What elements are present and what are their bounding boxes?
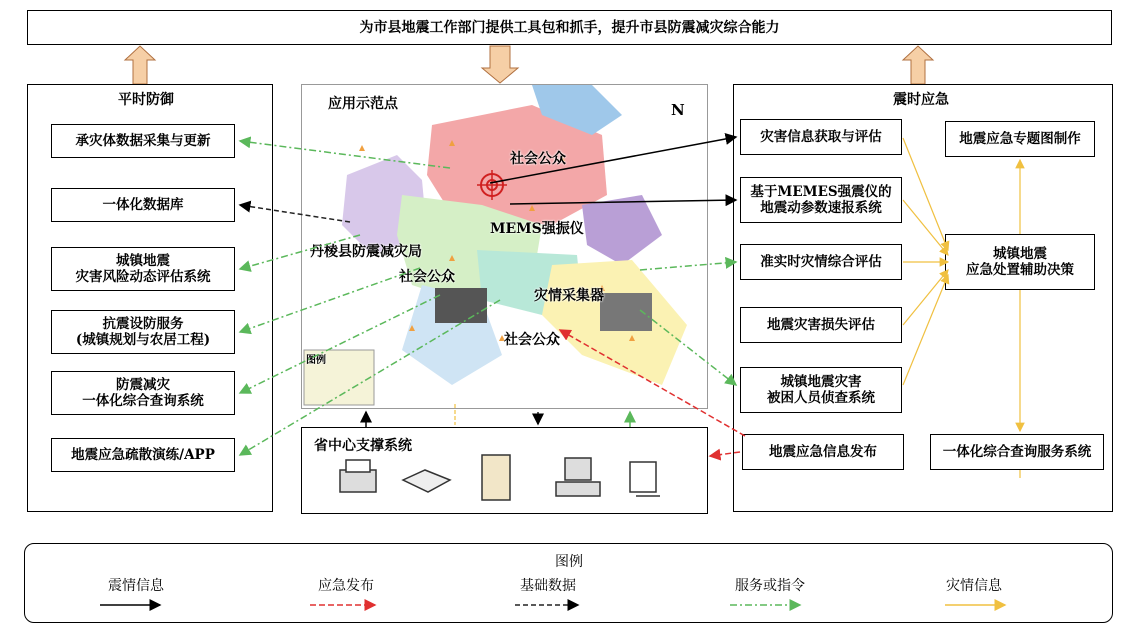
right-item-decision-support[interactable]: 城镇地震 应急处置辅助决策 bbox=[945, 234, 1095, 290]
top-banner: 为市县地震工作部门提供工具包和抓手，提升市县防震减灾综合能力 bbox=[27, 10, 1112, 45]
legend-label-quake: 震情信息 bbox=[108, 578, 164, 594]
left-item-database[interactable]: 一体化数据库 bbox=[51, 188, 235, 222]
right-item-info-release[interactable]: 地震应急信息发布 bbox=[742, 434, 904, 470]
legend-label-service: 服务或指令 bbox=[735, 578, 805, 594]
right-up-arrow bbox=[903, 46, 933, 84]
social-public-1: 社会公众 bbox=[510, 151, 566, 167]
right-item-trapped-detection[interactable]: 城镇地震灾害 被困人员侦查系统 bbox=[740, 367, 902, 413]
right-item-near-realtime[interactable]: 准实时灾情综合评估 bbox=[740, 244, 902, 280]
social-public-2: 社会公众 bbox=[399, 269, 455, 285]
map-legend-title: 图例 bbox=[306, 355, 326, 366]
map-title: 应用示范点 bbox=[328, 96, 398, 112]
social-public-3: 社会公众 bbox=[504, 332, 560, 348]
left-item-data-collection[interactable]: 承灾体数据采集与更新 bbox=[51, 124, 235, 158]
map-photo-left bbox=[435, 288, 487, 323]
legend-label-basic: 基础数据 bbox=[520, 578, 576, 594]
north-label: N bbox=[671, 101, 685, 119]
left-panel-title: 平时防御 bbox=[118, 92, 174, 108]
left-item-seismic-service[interactable]: 抗震设防服务 (城镇规划与农居工程) bbox=[51, 310, 235, 354]
map-photo-right bbox=[600, 293, 652, 331]
support-title: 省中心支撑系统 bbox=[314, 438, 412, 454]
right-item-thematic-maps[interactable]: 地震应急专题图制作 bbox=[945, 121, 1095, 157]
right-item-mems-report[interactable]: 基于MEMES强震仪的 地震动参数速报系统 bbox=[740, 177, 902, 223]
legend-title: 图例 bbox=[555, 554, 583, 570]
center-down-arrow bbox=[482, 46, 518, 83]
bureau-label: 丹棱县防震减灾局 bbox=[310, 244, 422, 260]
right-item-info-acquisition[interactable]: 灾害信息获取与评估 bbox=[740, 119, 902, 155]
right-panel-title: 震时应急 bbox=[893, 92, 949, 108]
left-up-arrow bbox=[125, 46, 155, 84]
collector-label: 灾情采集器 bbox=[534, 288, 604, 304]
right-item-loss-assessment[interactable]: 地震灾害损失评估 bbox=[740, 307, 902, 343]
left-item-query-system[interactable]: 防震减灾 一体化综合查询系统 bbox=[51, 371, 235, 415]
demo-map bbox=[301, 84, 708, 409]
legend-label-disaster: 灾情信息 bbox=[946, 578, 1002, 594]
right-item-query-service[interactable]: 一体化综合查询服务系统 bbox=[930, 434, 1104, 470]
legend-label-release: 应急发布 bbox=[318, 578, 374, 594]
left-item-risk-assessment[interactable]: 城镇地震 灾害风险动态评估系统 bbox=[51, 247, 235, 291]
mems-label: MEMS强振仪 bbox=[490, 221, 584, 237]
left-item-evacuation-app[interactable]: 地震应急疏散演练/APP bbox=[51, 438, 235, 472]
